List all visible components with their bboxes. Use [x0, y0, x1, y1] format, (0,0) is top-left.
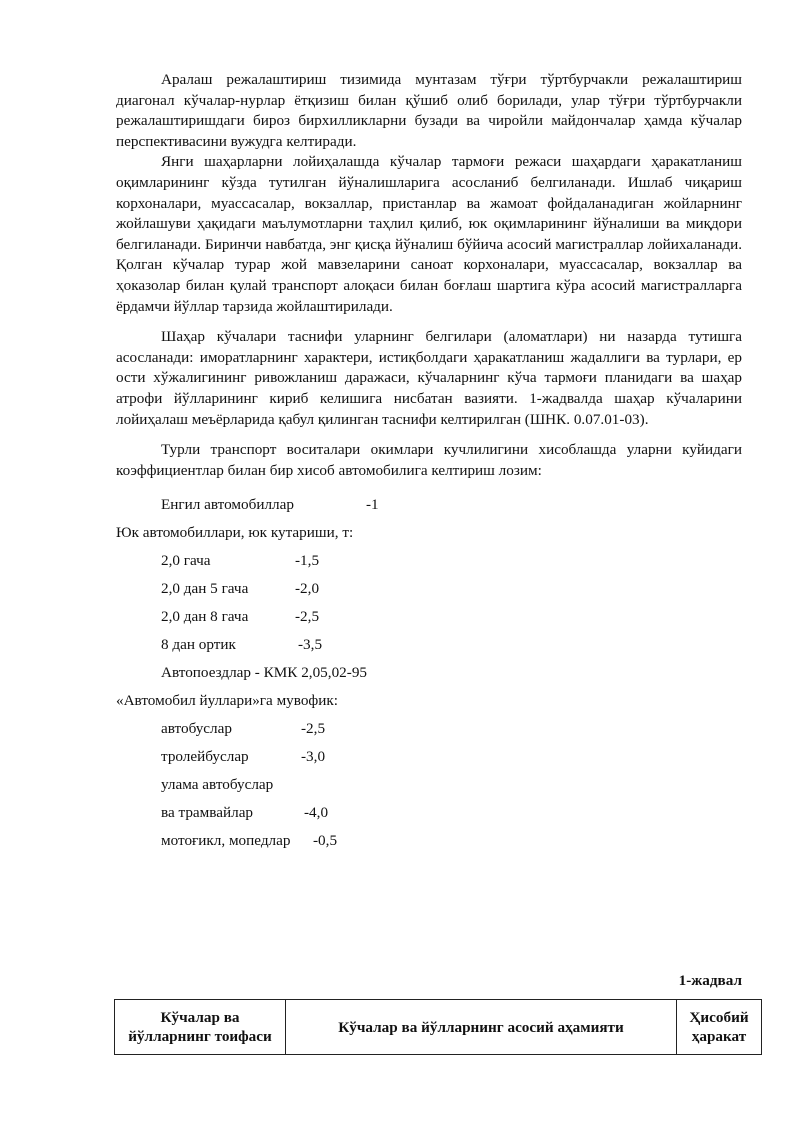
- paragraph-coefficients-intro: Турли транспорт воситалари окимлари кучлилигини хисоблашда уларни куйидаги коэффициентлар билан бир хисоб автомобилига келтириш лозим:: [116, 441, 742, 479]
- roads-heading: «Автомобил йуллари»га мувофик:: [116, 692, 338, 709]
- coef-articulated-line1: улама автобуслар: [161, 776, 274, 793]
- header-design-traffic: Ҳисобий ҳаракат: [677, 1000, 762, 1055]
- paragraph-classification: Шаҳар кўчалари таснифи уларнинг белгилари (аломатлари) ни назарда тутишга асосланади: иморатларнинг характери, истиқболдаги ҳаракатланиш жадаллиги ва турлари, ер ости хўжалигининг ривожланиш даражаси, кўчаларнинг кўча тармоғи планидаги ва шаҳар атрофи йўлларининг кириб келишига нисбатан вазияти. 1-жадвалда шаҳар кўчаларини лойиҳалаш меъёрларида қабул қилинган таснифи келтирилган (ШНК. 0.07.01-03).: [116, 328, 742, 428]
- header-purpose: Кўчалар ва йўлларнинг асосий аҳамияти: [286, 1000, 677, 1055]
- coef-trolleybuses: тролейбуслар -3,0: [161, 748, 326, 765]
- paragraph-new-cities: Янги шаҳарларни лойиҳалашда кўчалар тармоғи режаси шаҳардаги ҳаракатланиш оқимларининг кўзда тутилган йўналишларига асосланиб белгиланади. Ишлаб чиқариш корхоналари, муассасалар, вокзаллар, пристанлар ва жамоат фойдаланадиган жойларнинг жойлашуви ҳақидаги маълумотларни таҳлил қилиб, юк оқимларининг йўналиши ва миқдори белгиланади. Биринчи навбатда, энг қисқа йўналиш бўйича асосий магистраллар лойихаланади. Қолган кўчалар турар жой мавзеларини саноат корхоналари, муассасалар, вокзаллар ва ҳоказолар билан қулай транспорт алоқаси билан боғлаш шартига кўра асосий магистралларга ёрдамчи йўллар тарзида жойлаштирилади.: [116, 153, 742, 315]
- header-category: Кўчалар ва йўлларнинг тоифаси: [115, 1000, 286, 1055]
- coef-buses: автобуслар -2,5: [161, 720, 326, 737]
- coef-trams: ва трамвайлар -4,0: [161, 804, 329, 821]
- classification-table: [114, 999, 762, 1055]
- table-title: 1-жадвал: [678, 972, 742, 989]
- coef-motorcycles: мотоғикл, мопедлар -0,5: [161, 832, 338, 849]
- coef-light-cars: Енгил автомобиллар -1: [161, 496, 379, 513]
- coef-truck-2: 2,0 дан 5 гача -2,0: [161, 580, 320, 597]
- coef-truck-4: 8 дан ортик -3,5: [161, 636, 323, 653]
- coef-truck-3: 2,0 дан 8 гача -2,5: [161, 608, 320, 625]
- table-header-row: [115, 1000, 762, 1055]
- document-body: [116, 70, 742, 481]
- trucks-heading: Юк автомобиллари, юк кутариши, т:: [116, 524, 354, 541]
- coef-truck-1: 2,0 гача -1,5: [161, 552, 320, 569]
- paragraph-mixed-planning: Аралаш режалаштириш тизимида мунтазам тўғри тўртбурчакли режалаштириш диагонал кўчалар-нурлар ётқизиш билан қўшиб олиб борилади, улар тўғри тўртбурчакли режалаштиришдаги бироз бирхилликларни бузади ва чиройли майдончалар ҳамда кўчалар перспективасини вужудга келтиради.: [116, 71, 742, 150]
- coef-road-trains: Автопоездлар - КМК 2,05,02-95: [161, 664, 368, 681]
